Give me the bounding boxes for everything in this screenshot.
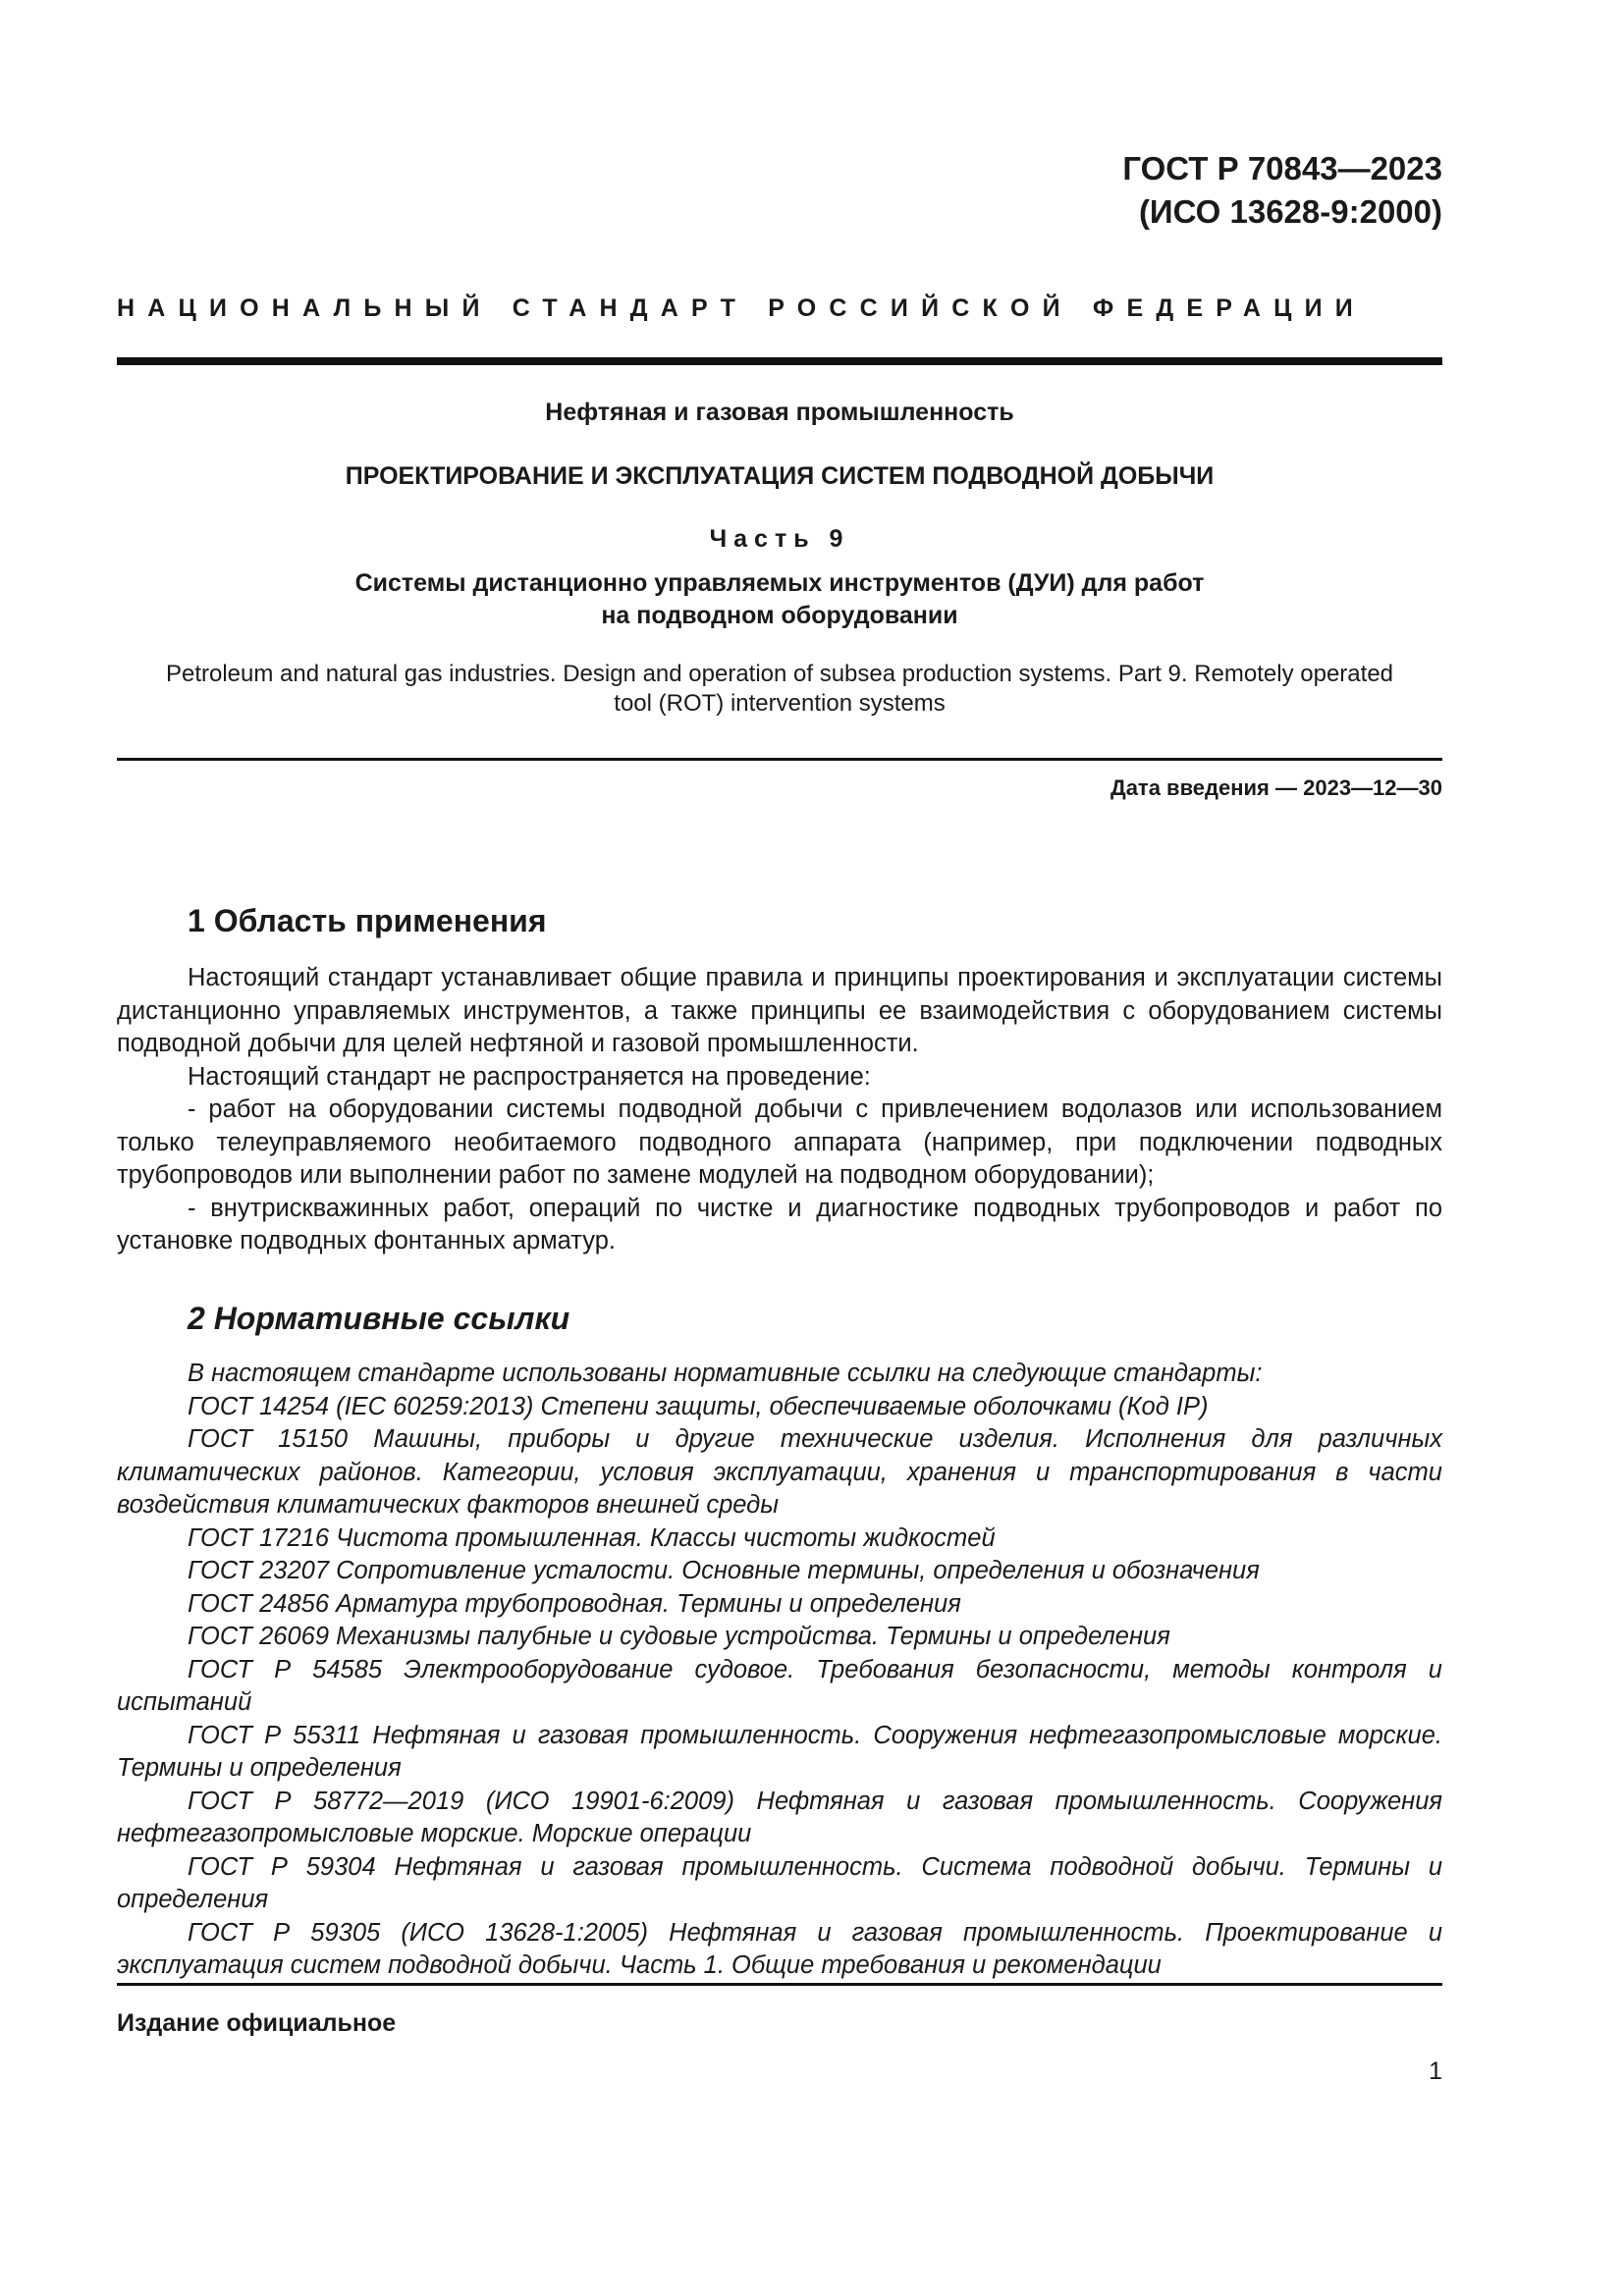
- industry-title: Нефтяная и газовая промышленность: [545, 399, 1014, 426]
- title-divider: [117, 758, 1442, 761]
- standard-designation: [1122, 147, 1442, 234]
- list-item: - внутрискважинных работ, операций по чистке и диагностике подводных трубопроводов и работ по установке подводных фонтанных арматур.: [117, 1194, 1442, 1255]
- reference-item: ГОСТ 14254 (IEC 60259:2013) Степени защиты, обеспечиваемые оболочками (Код IP): [188, 1392, 1209, 1420]
- page-number: 1: [1429, 2057, 1442, 2085]
- header-divider: [117, 357, 1442, 365]
- section-1-body: [117, 962, 1442, 1258]
- reference-item: ГОСТ Р 59305 (ИСО 13628-1:2005) Нефтяная и газовая промышленность. Проектирование и эксплуатация систем подводной добычи. Часть 1. Общие требования и рекомендации: [117, 1918, 1442, 1979]
- list-item: - работ на оборудовании системы подводной добычи с привлечением водолазов или использованием только телеуправляемого необитаемого подводного аппарата (например, при подключении подводных трубопроводов или выполнении работ по замене модулей на подводном оборудовании);: [117, 1095, 1442, 1189]
- section-2-heading: 2 Нормативные ссылки: [188, 1301, 570, 1336]
- part-subtitle: [117, 567, 1442, 632]
- reference-item: ГОСТ 15150 Машины, приборы и другие технические изделия. Исполнения для различных климатических районов. Категории, условия эксплуатации, хранения и транспортирования в части воздействия климатических факторов внешней среды: [117, 1425, 1442, 1519]
- document-page: [117, 0, 1442, 2296]
- paragraph: Настоящий стандарт не распространяется на проведение:: [188, 1062, 871, 1091]
- reference-item: ГОСТ Р 54585 Электрооборудование судовое. Требования безопасности, методы контроля и испытаний: [117, 1655, 1442, 1716]
- reference-item: ГОСТ 26069 Механизмы палубные и судовые устройства. Термины и определения: [188, 1623, 1170, 1650]
- reference-item: ГОСТ Р 58772—2019 (ИСО 19901-6:2009) Нефтяная и газовая промышленность. Сооружения нефтегазопромысловые морские. Морские операции: [117, 1787, 1442, 1847]
- english-title-line-1: Petroleum and natural gas industries. Design and operation of subsea production systems. Part 9. Remotely operated: [165, 661, 1394, 687]
- paragraph: В настоящем стандарте использованы нормативные ссылки на следующие стандарты:: [188, 1360, 1263, 1387]
- part-label: Часть 9: [709, 525, 850, 553]
- footer-divider: [117, 1983, 1442, 1986]
- english-title: [117, 660, 1442, 719]
- iso-number: (ИСО 13628-9:2000): [1138, 193, 1442, 230]
- reference-item: ГОСТ 24856 Арматура трубопроводная. Термины и определения: [188, 1589, 961, 1618]
- subtitle-line-2: на подводном оборудовании: [601, 602, 958, 629]
- subtitle-line-1: Системы дистанционно управляемых инструментов (ДУИ) для работ: [354, 569, 1205, 597]
- main-title: ПРОЕКТИРОВАНИЕ И ЭКСПЛУАТАЦИЯ СИСТЕМ ПОДВОДНОЙ ДОБЫЧИ: [345, 462, 1215, 490]
- introduction-date: Дата введения — 2023—12—30: [1110, 775, 1442, 800]
- official-edition-label: Издание официальное: [117, 2009, 397, 2037]
- section-2-body: [117, 1358, 1442, 1983]
- reference-item: ГОСТ Р 55311 Нефтяная и газовая промышленность. Сооружения нефтегазопромысловые морские. Термины и определения: [117, 1721, 1442, 1782]
- reference-item: ГОСТ 17216 Чистота промышленная. Классы чистоты жидкостей: [188, 1523, 996, 1552]
- reference-item: ГОСТ Р 59304 Нефтяная и газовая промышленность. Система подводной добычи. Термины и определения: [117, 1852, 1442, 1913]
- national-standard-banner: НАЦИОНАЛЬНЫЙ СТАНДАРТ РОССИЙСКОЙ ФЕДЕРАЦИИ: [117, 294, 1366, 322]
- reference-item: ГОСТ 23207 Сопротивление усталости. Основные термины, определения и обозначения: [188, 1557, 1260, 1584]
- section-1-heading: 1 Область применения: [188, 903, 547, 938]
- english-title-line-2: tool (ROT) intervention systems: [614, 690, 946, 717]
- paragraph: Настоящий стандарт устанавливает общие правила и принципы проектирования и эксплуатации системы дистанционно управляемых инструментов, а также принципы ее взаимодействия с оборудованием системы подводной добычи для целей нефтяной и газовой промышленности.: [117, 964, 1442, 1057]
- standard-number: ГОСТ Р 70843—2023: [1122, 150, 1442, 187]
